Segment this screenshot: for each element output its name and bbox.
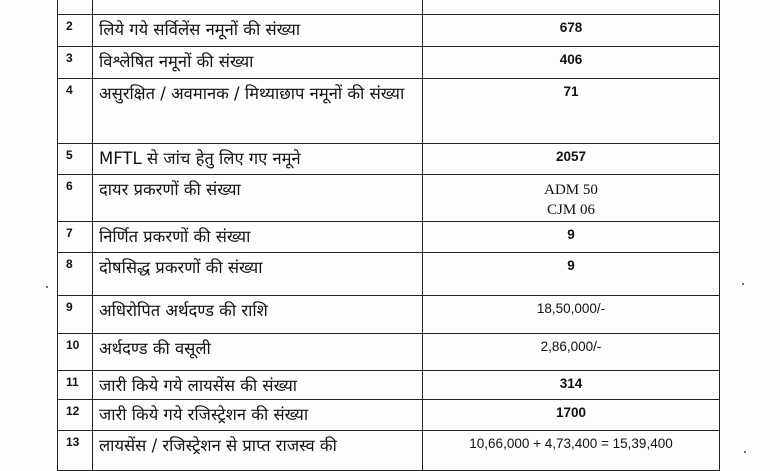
- row-number: 10: [58, 334, 93, 371]
- row-number: 4: [58, 79, 93, 144]
- row-description: MFTL से जांच हेतु लिए गए नमूने: [93, 144, 423, 175]
- row-value: 9: [423, 222, 720, 253]
- row-description: दायर प्रकरणों की संख्या: [93, 175, 423, 222]
- row-description: विश्लेषित नमूनों की संख्या: [93, 47, 423, 79]
- scan-speck: [46, 286, 48, 288]
- row-number: 11: [58, 371, 93, 400]
- table-row: [58, 296, 720, 334]
- row-number: 5: [58, 144, 93, 175]
- value-line: CJM 06: [547, 202, 595, 218]
- row-description: दोषसिद्ध प्रकरणों की संख्या: [93, 253, 423, 296]
- table-row: [58, 253, 720, 296]
- row-value: [423, 0, 720, 15]
- scan-speck: [744, 451, 746, 453]
- row-number: 6: [58, 175, 93, 222]
- table-row: [58, 175, 720, 222]
- row-number: 3: [58, 47, 93, 79]
- row-number: [58, 0, 93, 15]
- row-description: अधिरोपित अर्थदण्ड की राशि: [93, 296, 423, 334]
- row-description: निर्णित प्रकरणों की संख्या: [93, 222, 423, 253]
- table-row: [58, 431, 720, 471]
- row-number: 13: [58, 431, 93, 471]
- scan-speck: [742, 283, 744, 285]
- row-value: 2057: [423, 144, 720, 175]
- row-value: 314: [423, 371, 720, 400]
- row-value: 9: [423, 253, 720, 296]
- row-description: जारी किये गये रजिस्ट्रेशन की संख्या: [93, 400, 423, 431]
- row-value: [423, 175, 720, 222]
- row-value: 678: [423, 15, 720, 47]
- table-row: [58, 144, 720, 175]
- row-description: असुरक्षित / अवमानक / मिथ्याछाप नमूनों की संख्या: [93, 79, 423, 144]
- row-number: 8: [58, 253, 93, 296]
- table-row: [58, 47, 720, 79]
- table-row: [58, 371, 720, 400]
- table-row: [58, 222, 720, 253]
- row-value: 406: [423, 47, 720, 79]
- value-line: ADM 50: [544, 182, 598, 198]
- row-value: 1700: [423, 400, 720, 431]
- statistics-table: [57, 0, 720, 471]
- row-number: 7: [58, 222, 93, 253]
- row-value: 10,66,000 + 4,73,400 = 15,39,400: [423, 431, 720, 471]
- row-description: अर्थदण्ड की वसूली: [93, 334, 423, 371]
- table-row: [58, 400, 720, 431]
- row-description: लायसेंस / रजिस्ट्रेशन से प्राप्त राजस्व की: [93, 431, 423, 471]
- table-row: [58, 0, 720, 15]
- row-number: 12: [58, 400, 93, 431]
- table-row: [58, 334, 720, 371]
- row-value: 71: [423, 79, 720, 144]
- row-number: 2: [58, 15, 93, 47]
- table-row: [58, 15, 720, 47]
- row-description: जारी किये गये लायसेंस की संख्या: [93, 371, 423, 400]
- row-description: [93, 0, 423, 15]
- table-row: [58, 79, 720, 144]
- row-number: 9: [58, 296, 93, 334]
- row-value: 18,50,000/-: [423, 296, 720, 334]
- row-value: 2,86,000/-: [423, 334, 720, 371]
- row-description: लिये गये सर्विलेंस नमूनों की संख्या: [93, 15, 423, 47]
